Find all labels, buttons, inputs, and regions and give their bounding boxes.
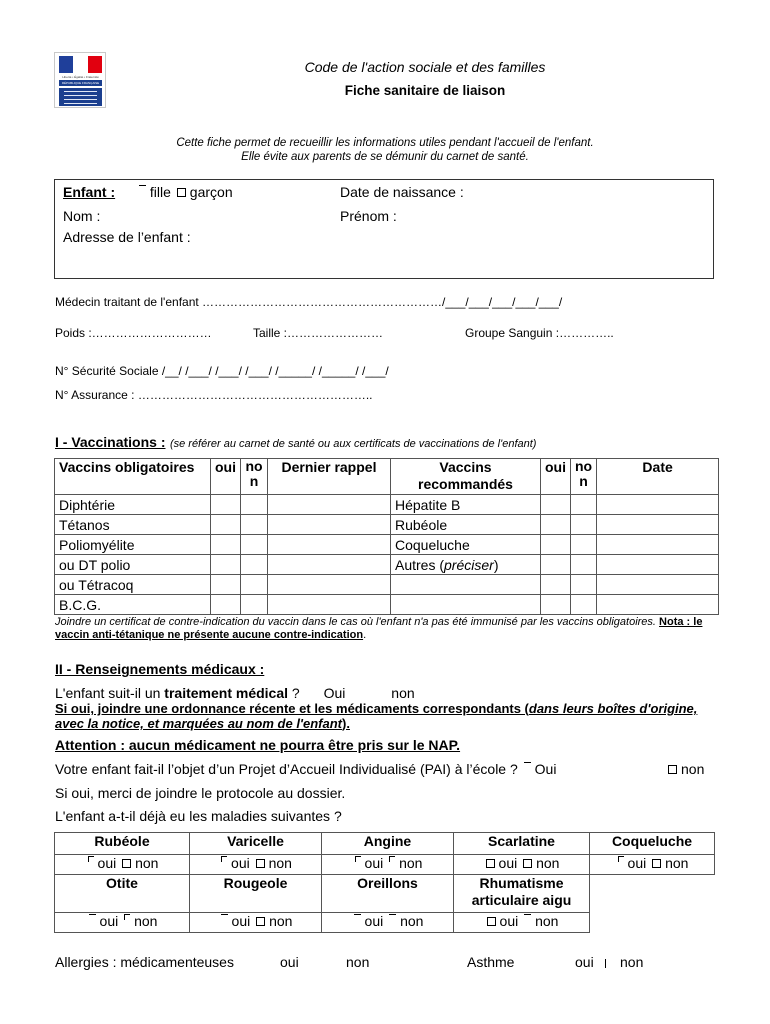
- pai-oui-checkbox[interactable]: [524, 762, 531, 767]
- intro-line-2: Elle évite aux parents de se démunir du carnet de santé.: [241, 151, 529, 163]
- header-oui-1: oui: [211, 459, 241, 495]
- vaccinations-header-row: [55, 459, 719, 495]
- vaccine-recommended: Coqueluche: [391, 535, 541, 555]
- non-cell[interactable]: [571, 595, 597, 615]
- insurance-line: N° Assurance : …………………………………………………..: [55, 388, 373, 402]
- boy-checkbox[interactable]: [177, 188, 186, 197]
- social-security-line: N° Sécurité Sociale /__/ /___/ /___/ /___/ /_____/ /_____/ /___/: [55, 364, 389, 378]
- date-cell[interactable]: [597, 495, 719, 515]
- non-cell[interactable]: [241, 575, 268, 595]
- disease-answer[interactable]: oui non: [454, 913, 590, 933]
- oui-cell[interactable]: [211, 575, 241, 595]
- diseases-answers-1: [55, 855, 715, 875]
- disease-answer[interactable]: oui non: [590, 855, 715, 875]
- disease-name: Scarlatine: [454, 833, 590, 855]
- dob-label: Date de naissance :: [340, 184, 464, 200]
- allergies-medication-label: Allergies : médicamenteuses: [55, 954, 234, 970]
- vaccine-mandatory: ou Tétracoq: [55, 575, 211, 595]
- pai-question: Votre enfant fait-il l’objet d’un Projet d’Accueil Individualisé (PAI) à l’école ? Oui: [55, 761, 557, 777]
- weight-line: Poids :…………………………: [55, 326, 212, 340]
- header-non-1: no n: [241, 459, 268, 495]
- pai-non-checkbox[interactable]: [668, 765, 677, 774]
- non-cell[interactable]: [241, 495, 268, 515]
- disease-answer[interactable]: oui non: [55, 913, 190, 933]
- address-label: Adresse de l’enfant :: [63, 229, 191, 245]
- disease-name: Rhumatisme articulaire aigu: [454, 875, 590, 913]
- non-cell[interactable]: [571, 515, 597, 535]
- header-oui-2: oui: [541, 459, 571, 495]
- diseases-question: L'enfant a-t-il déjà eu les maladies suivantes ?: [55, 808, 342, 824]
- oui-cell[interactable]: [211, 555, 241, 575]
- vaccinations-title: I - Vaccinations :: [55, 434, 166, 450]
- vaccine-mandatory: Poliomyélite: [55, 535, 211, 555]
- pai-non: [666, 761, 704, 777]
- disease-name: Rubéole: [55, 833, 190, 855]
- vaccine-recommended: Rubéole: [391, 515, 541, 535]
- oui-cell[interactable]: [541, 495, 571, 515]
- table-row: [55, 555, 719, 575]
- vaccine-mandatory: Tétanos: [55, 515, 211, 535]
- vaccine-recommended-other: Autres (préciser): [391, 555, 541, 575]
- vaccinations-table: [54, 458, 719, 615]
- height-line: Taille :……………………: [253, 326, 384, 340]
- disease-name: Coqueluche: [590, 833, 715, 855]
- disease-name: Otite: [55, 875, 190, 913]
- name-label: Nom :: [63, 208, 101, 224]
- oui-cell[interactable]: [211, 515, 241, 535]
- treatment-instructions: Si oui, joindre une ordonnance récente et les médicaments correspondants (dans leurs boîtes d'origine, avec la notice, et marquées au nom de l'enfant).: [55, 701, 698, 731]
- intro-line-1: Cette fiche permet de recueillir les informations utiles pendant l'accueil de l'enfant.: [176, 137, 594, 149]
- firstname-label: Prénom :: [340, 208, 397, 224]
- doctor-line: Médecin traitant de l'enfant ……………………………………………………/___/___/___/___/___/: [55, 295, 563, 309]
- header-recommended: Vaccins recommandés: [391, 459, 541, 495]
- medical-title: II - Renseignements médicaux :: [55, 661, 265, 677]
- child-info-box: [54, 179, 714, 279]
- pai-non-label: non: [681, 761, 705, 777]
- disease-answer[interactable]: oui non: [55, 855, 190, 875]
- last-booster-cell[interactable]: [268, 595, 391, 615]
- oui-cell[interactable]: [541, 515, 571, 535]
- vaccine-recommended: Hépatite B: [391, 495, 541, 515]
- vaccine-mandatory: Diphtérie: [55, 495, 211, 515]
- date-cell[interactable]: [597, 535, 719, 555]
- boy-label: garçon: [189, 184, 233, 200]
- vaccine-mandatory: B.C.G.: [55, 595, 211, 615]
- disease-answer[interactable]: oui non: [190, 855, 322, 875]
- disease-answer[interactable]: oui non: [322, 855, 454, 875]
- table-row: [55, 575, 719, 595]
- allergies-oui[interactable]: oui: [280, 954, 299, 970]
- table-row: [55, 535, 719, 555]
- oui-cell[interactable]: [541, 595, 571, 615]
- header-mandatory: Vaccins obligatoires: [55, 459, 211, 495]
- non-cell[interactable]: [241, 595, 268, 615]
- oui-cell[interactable]: [541, 555, 571, 575]
- pai-oui-label: Oui: [534, 761, 557, 777]
- disease-name: Angine: [322, 833, 454, 855]
- diseases-row-1: [55, 833, 715, 855]
- blood-group-line: Groupe Sanguin :…………..: [465, 326, 614, 340]
- disease-name: Rougeole: [190, 875, 322, 913]
- date-cell[interactable]: [597, 595, 719, 615]
- non-cell[interactable]: [571, 555, 597, 575]
- oui-cell[interactable]: [541, 575, 571, 595]
- non-cell[interactable]: [571, 495, 597, 515]
- table-row: [55, 595, 719, 615]
- disease-answer[interactable]: oui non: [454, 855, 590, 875]
- intro-text: [0, 136, 770, 164]
- date-cell[interactable]: [597, 575, 719, 595]
- non-cell[interactable]: [241, 535, 268, 555]
- date-cell[interactable]: [597, 555, 719, 575]
- last-booster-cell[interactable]: [268, 535, 391, 555]
- asthma-non[interactable]: non: [620, 954, 644, 970]
- disease-answer[interactable]: oui non: [190, 913, 322, 933]
- oui-cell[interactable]: [211, 535, 241, 555]
- girl-checkbox[interactable]: [139, 185, 146, 190]
- non-cell[interactable]: [571, 535, 597, 555]
- asthma-oui[interactable]: oui: [575, 954, 594, 970]
- diseases-table: [54, 832, 715, 933]
- oui-cell[interactable]: [541, 535, 571, 555]
- tetanus-note: Nota : le vaccin anti-tétanique ne présente aucune contre-indication: [55, 616, 703, 641]
- form-title: Fiche sanitaire de liaison: [344, 83, 506, 98]
- header-non-2: no n: [571, 459, 597, 495]
- disease-answer[interactable]: oui non: [322, 913, 454, 933]
- diseases-row-2: [55, 875, 715, 913]
- protocol-note: Si oui, merci de joindre le protocole au dossier.: [55, 785, 346, 801]
- child-label: Enfant :: [63, 184, 116, 200]
- treatment-non[interactable]: non: [391, 685, 415, 701]
- table-row: [55, 495, 719, 515]
- last-booster-cell[interactable]: [268, 495, 391, 515]
- vaccinations-note: (se référer au carnet de santé ou aux certificats de vaccinations de l'enfant): [169, 438, 537, 450]
- last-booster-cell[interactable]: [268, 515, 391, 535]
- vaccine-mandatory: ou DT polio: [55, 555, 211, 575]
- logo-motto: Liberté • Égalité • Fraternité: [62, 75, 99, 79]
- oui-cell[interactable]: [211, 495, 241, 515]
- allergies-non[interactable]: non: [346, 954, 370, 970]
- header-date: Date: [597, 459, 719, 495]
- non-cell[interactable]: [241, 555, 268, 575]
- header-last-booster: Dernier rappel: [268, 459, 391, 495]
- vaccine-recommended[interactable]: [391, 595, 541, 615]
- girl-label: fille: [149, 184, 171, 200]
- vaccination-footnote: Joindre un certificat de contre-indication du vaccin dans le cas où l'enfant n'a pas été immunisé par les vaccins obligatoires. Nota : le vaccin anti-tétanique ne présente aucune contre-indication.: [55, 616, 703, 641]
- vaccine-recommended[interactable]: [391, 575, 541, 595]
- disease-name: Oreillons: [322, 875, 454, 913]
- last-booster-cell[interactable]: [268, 575, 391, 595]
- last-booster-cell[interactable]: [268, 555, 391, 575]
- diseases-answers-2: [55, 913, 715, 933]
- oui-cell[interactable]: [211, 595, 241, 615]
- attention-note: Attention : aucun médicament ne pourra être pris sur le NAP.: [55, 737, 461, 753]
- logo-republic: RÉPUBLIQUE FRANÇAISE: [59, 80, 102, 86]
- treatment-question: L'enfant suit-il un traitement médical ? Oui non: [55, 685, 415, 701]
- non-cell[interactable]: [571, 575, 597, 595]
- code-title: Code de l'action sociale et des familles: [304, 59, 546, 75]
- table-row: [55, 515, 719, 535]
- disease-name: Varicelle: [190, 833, 322, 855]
- asthma-label: Asthme: [467, 954, 515, 970]
- asthma-checkbox-mark: [605, 959, 606, 968]
- date-cell[interactable]: [597, 515, 719, 535]
- non-cell[interactable]: [241, 515, 268, 535]
- treatment-oui[interactable]: Oui: [323, 685, 346, 701]
